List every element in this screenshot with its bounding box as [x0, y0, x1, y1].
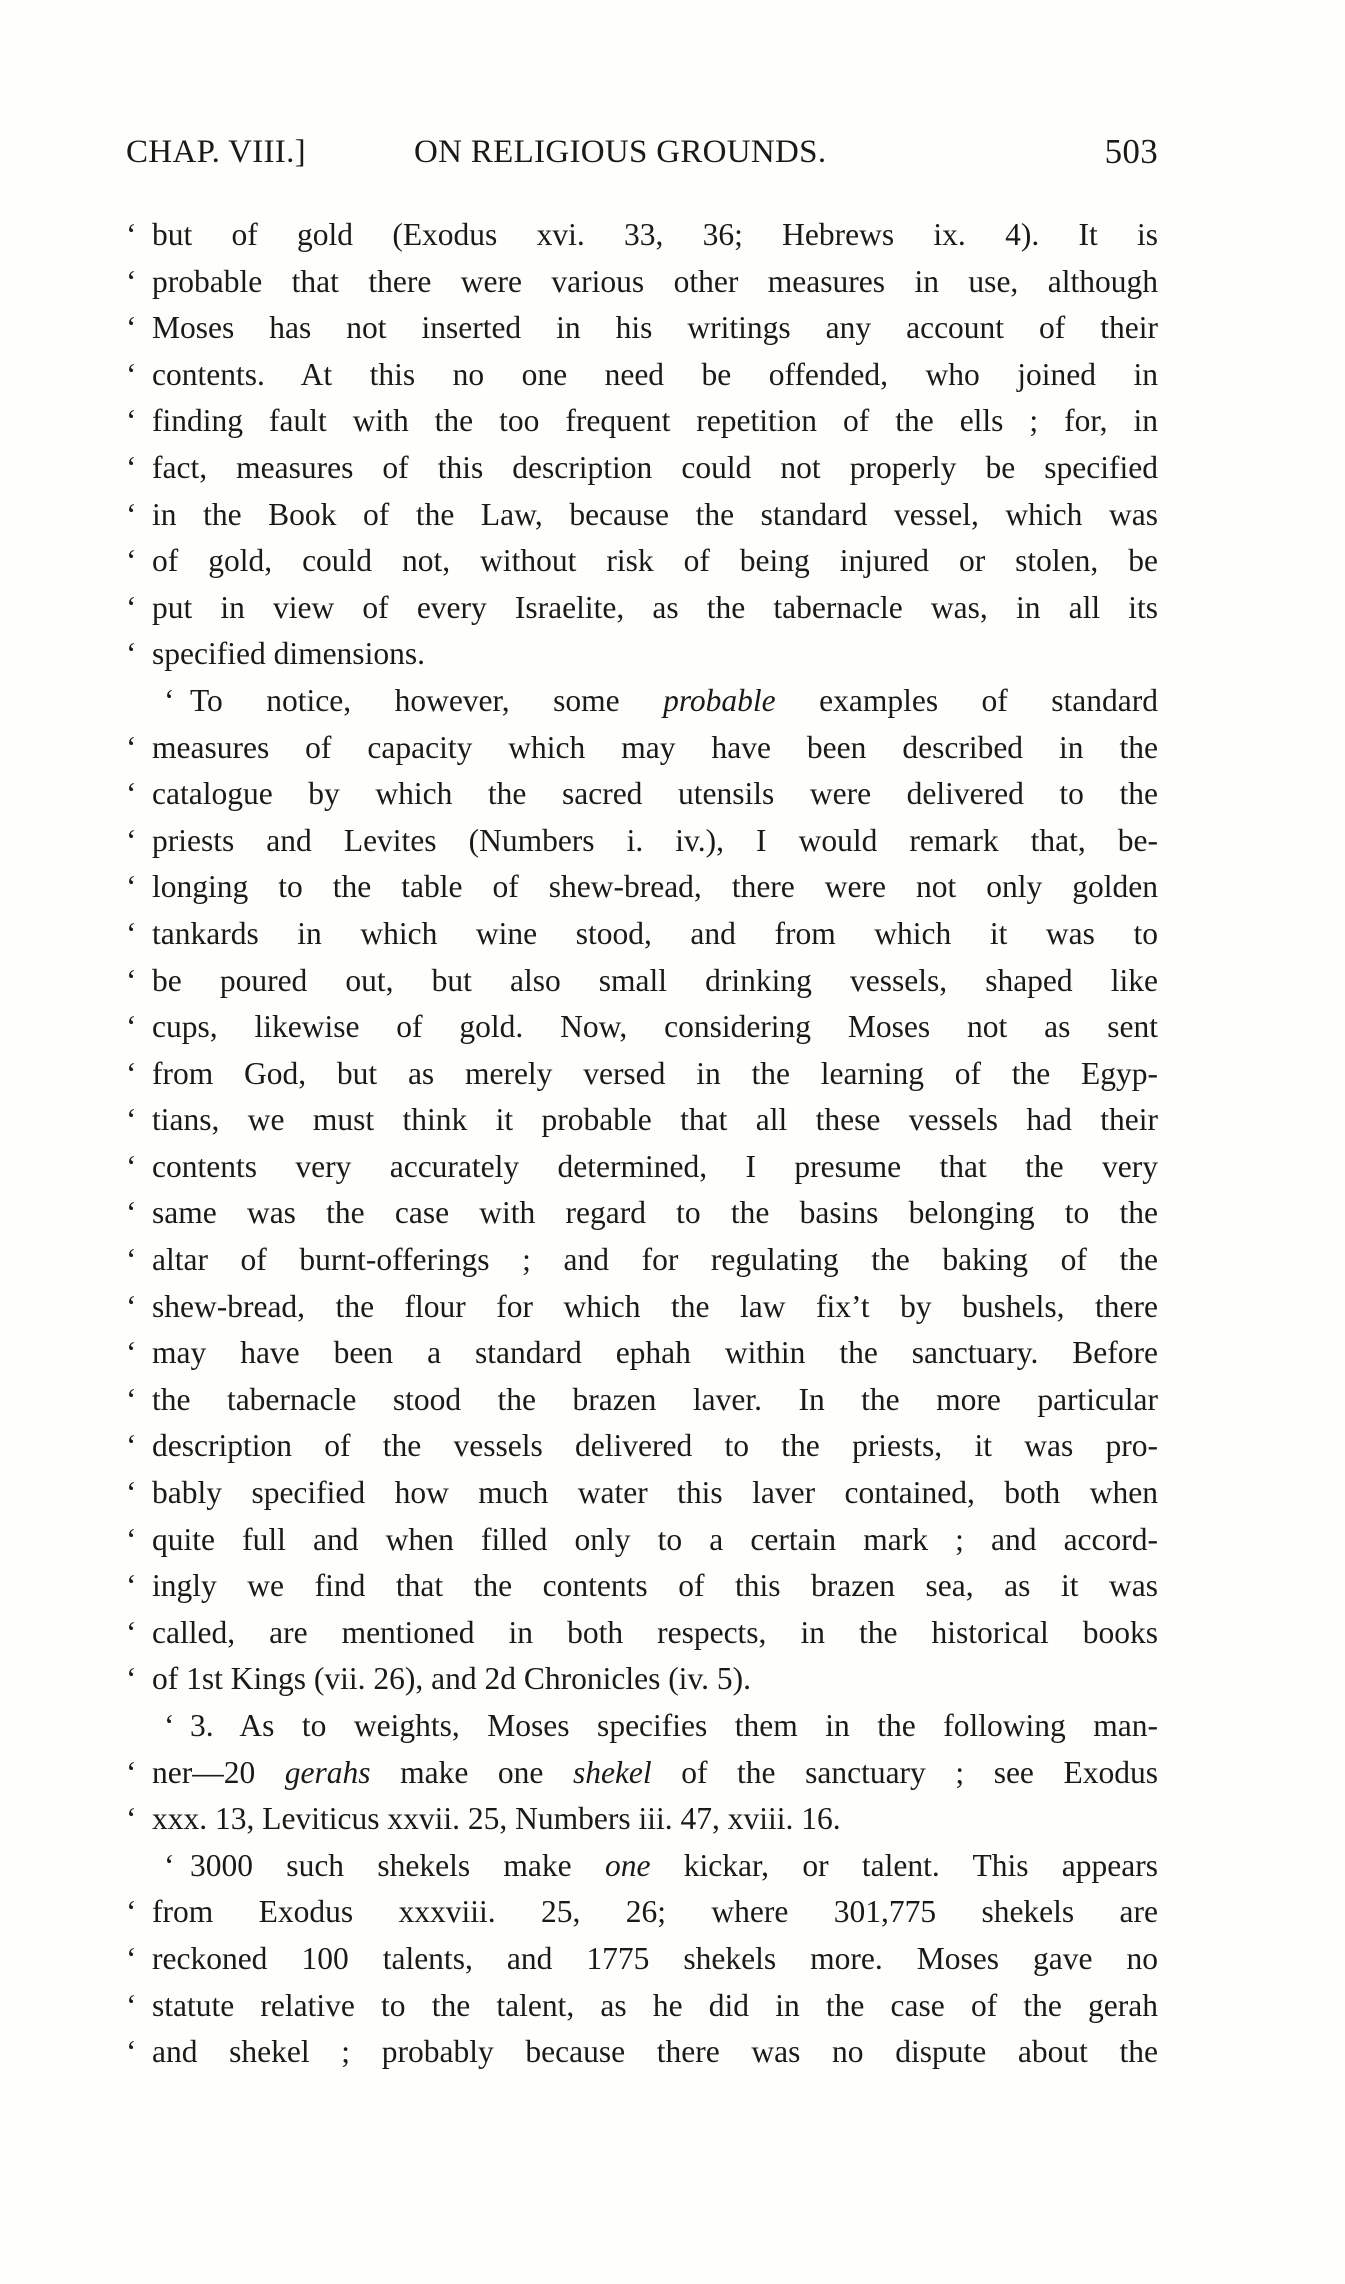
quotation-mark: ‘ — [126, 1987, 137, 2023]
quotation-mark: ‘ — [126, 543, 137, 579]
line-text: the tabernacle stood the brazen laver. In the more particular — [152, 1381, 1158, 1417]
line-text: of 1st Kings (vii. 26), and 2d Chronicles (iv. 5). — [152, 1661, 752, 1697]
quotation-mark: ‘ — [126, 1428, 137, 1464]
body-text — [126, 212, 1158, 2076]
line-text: but of gold (Exodus xvi. 33, 36; Hebrews ix. 4). It is — [152, 217, 1158, 252]
quotation-mark: ‘ — [126, 263, 137, 299]
text-line — [126, 678, 1158, 725]
page-number: 503 — [1104, 132, 1158, 171]
line-text: reckoned 100 talents, and 1775 shekels more. Moses gave no — [152, 1940, 1158, 1976]
quotation-mark: ‘ — [126, 1009, 137, 1045]
quotation-mark: ‘ — [126, 915, 137, 951]
running-title: ON RELIGIOUS GROUNDS. — [414, 134, 827, 170]
quotation-mark: ‘ — [164, 1708, 175, 1743]
text-line — [126, 1703, 1158, 1750]
quotation-mark: ‘ — [126, 1195, 137, 1231]
text-line — [126, 445, 1158, 492]
quotation-mark: ‘ — [126, 1055, 137, 1091]
text-line — [126, 305, 1158, 352]
text-line — [126, 1097, 1158, 1144]
quotation-mark: ‘ — [126, 589, 137, 625]
line-text: To notice, however, some — [190, 682, 664, 718]
line-text: xxx. 13, Leviticus xxvii. 25, Numbers iii. 47, xviii. 16. — [152, 1801, 841, 1837]
line-text: specified dimensions. — [152, 636, 425, 672]
text-line — [126, 492, 1158, 539]
text-line — [126, 1936, 1158, 1983]
line-text: called, are mentioned in both respects, in the historical books — [152, 1614, 1158, 1650]
quotation-mark: ‘ — [126, 1940, 137, 1976]
text-line — [126, 1983, 1158, 2030]
text-line — [126, 2029, 1158, 2076]
quotation-mark: ‘ — [126, 356, 137, 392]
quotation-mark: ‘ — [126, 1568, 137, 1604]
text-line — [126, 585, 1158, 632]
quotation-mark: ‘ — [126, 2034, 137, 2070]
text-line — [126, 1750, 1158, 1797]
line-text: description of the vessels delivered to the priests, it was pro- — [152, 1428, 1158, 1464]
text-line — [126, 1423, 1158, 1470]
text-line — [126, 1237, 1158, 1284]
line-text: bably specified how much water this laver contained, both when — [152, 1475, 1158, 1511]
line-text: measures of capacity which may have been described in the — [152, 729, 1158, 765]
line-text: contents very accurately determined, I presume that the very — [152, 1148, 1158, 1184]
quotation-mark: ‘ — [126, 449, 137, 485]
line-text: of the sanctuary ; see Exodus — [651, 1754, 1158, 1790]
line-text: contents. At this no one need be offended, who joined in — [152, 356, 1158, 392]
quotation-mark: ‘ — [126, 496, 137, 532]
quotation-mark: ‘ — [126, 1661, 137, 1697]
line-text: 3000 such shekels make — [190, 1847, 605, 1883]
text-line — [126, 1051, 1158, 1098]
quotation-mark: ‘ — [126, 1102, 137, 1138]
text-line — [126, 1889, 1158, 1936]
line-text: may have been a standard ephah within the sanctuary. Before — [152, 1335, 1158, 1371]
line-text: quite full and when filled only to a certain mark ; and accord- — [152, 1521, 1158, 1557]
running-head — [126, 130, 1158, 174]
line-text: tankards in which wine stood, and from which it was to — [152, 915, 1158, 951]
text-line — [126, 1843, 1158, 1890]
text-line — [126, 538, 1158, 585]
italic-text: shekel — [572, 1754, 652, 1790]
quotation-mark: ‘ — [126, 869, 137, 905]
line-text: 3. As to weights, Moses specifies them in the following man- — [190, 1708, 1158, 1743]
italic-text: one — [604, 1847, 651, 1883]
line-text: ingly we find that the contents of this brazen sea, as it was — [152, 1568, 1158, 1604]
line-text: and shekel ; probably because there was no dispute about the — [152, 2034, 1158, 2070]
line-text: of gold, could not, without risk of being injured or stolen, be — [152, 543, 1158, 579]
text-line — [126, 1796, 1158, 1843]
line-text: from Exodus xxxviii. 25, 26; where 301,775 shekels are — [152, 1894, 1158, 1930]
line-text: from God, but as merely versed in the learning of the Egyp- — [152, 1055, 1158, 1091]
text-line — [126, 352, 1158, 399]
quotation-mark: ‘ — [126, 1148, 137, 1184]
quotation-mark: ‘ — [126, 1521, 137, 1557]
quotation-mark: ‘ — [126, 822, 137, 858]
line-text: catalogue by which the sacred utensils were delivered to the — [152, 776, 1158, 812]
quotation-mark: ‘ — [126, 1381, 137, 1417]
text-line — [126, 1144, 1158, 1191]
quotation-mark: ‘ — [126, 1754, 137, 1790]
line-text: tians, we must think it probable that all these vessels had their — [152, 1102, 1158, 1138]
line-text: in the Book of the Law, because the standard vessel, which was — [152, 496, 1158, 532]
text-line — [126, 1610, 1158, 1657]
text-line — [126, 1377, 1158, 1424]
text-line — [126, 1330, 1158, 1377]
quotation-mark: ‘ — [126, 310, 137, 346]
line-text: kickar, or talent. This appears — [650, 1847, 1159, 1883]
line-text: fact, measures of this description could not properly be specified — [152, 449, 1158, 485]
quotation-mark: ‘ — [126, 217, 137, 252]
line-text: put in view of every Israelite, as the tabernacle was, in all its — [152, 589, 1158, 625]
text-line — [126, 1004, 1158, 1051]
quotation-mark: ‘ — [126, 1335, 137, 1371]
line-text: finding fault with the too frequent repetition of the ells ; for, in — [152, 403, 1158, 439]
line-text: shew-bread, the flour for which the law fix’t by bushels, there — [152, 1288, 1158, 1324]
text-line — [126, 864, 1158, 911]
line-text: examples of standard — [775, 682, 1158, 718]
line-text: same was the case with regard to the basins belonging to the — [152, 1195, 1158, 1231]
line-text: be poured out, but also small drinking vessels, shaped like — [152, 962, 1158, 998]
text-line — [126, 1190, 1158, 1237]
line-text: probable that there were various other measures in use, although — [152, 263, 1158, 299]
line-text: Moses has not inserted in his writings any account of their — [152, 310, 1158, 346]
text-line — [126, 958, 1158, 1005]
text-line — [126, 259, 1158, 306]
quotation-mark: ‘ — [126, 636, 137, 672]
text-line — [126, 911, 1158, 958]
quotation-mark: ‘ — [126, 1614, 137, 1650]
text-line — [126, 1517, 1158, 1564]
quotation-mark: ‘ — [164, 1847, 175, 1883]
line-text: make one — [370, 1754, 573, 1790]
line-text: altar of burnt-offerings ; and for regulating the baking of the — [152, 1242, 1158, 1278]
quotation-mark: ‘ — [126, 776, 137, 812]
text-line — [126, 1656, 1158, 1703]
line-text: longing to the table of shew-bread, there were not only golden — [152, 869, 1158, 905]
quotation-mark: ‘ — [126, 1475, 137, 1511]
quotation-mark: ‘ — [126, 403, 137, 439]
italic-text: probable — [663, 682, 776, 718]
line-text: ner—20 — [152, 1754, 285, 1790]
text-line — [126, 631, 1158, 678]
text-line — [126, 398, 1158, 445]
text-line — [126, 1470, 1158, 1517]
chapter-label: CHAP. VIII.] — [126, 134, 306, 170]
quotation-mark: ‘ — [126, 1242, 137, 1278]
text-line — [126, 1284, 1158, 1331]
quotation-mark: ‘ — [164, 682, 175, 718]
quotation-mark: ‘ — [126, 962, 137, 998]
line-text: cups, likewise of gold. Now, considering Moses not as sent — [152, 1009, 1158, 1045]
quotation-mark: ‘ — [126, 1801, 137, 1837]
italic-text: gerahs — [284, 1754, 371, 1790]
line-text: statute relative to the talent, as he did in the case of the gerah — [152, 1987, 1158, 2023]
quotation-mark: ‘ — [126, 1894, 137, 1930]
text-line — [126, 725, 1158, 772]
text-line — [126, 212, 1158, 259]
quotation-mark: ‘ — [126, 1288, 137, 1324]
text-line — [126, 1563, 1158, 1610]
line-text: priests and Levites (Numbers i. iv.), I would remark that, be- — [152, 822, 1158, 858]
quotation-mark: ‘ — [126, 729, 137, 765]
text-line — [126, 771, 1158, 818]
text-line — [126, 818, 1158, 865]
